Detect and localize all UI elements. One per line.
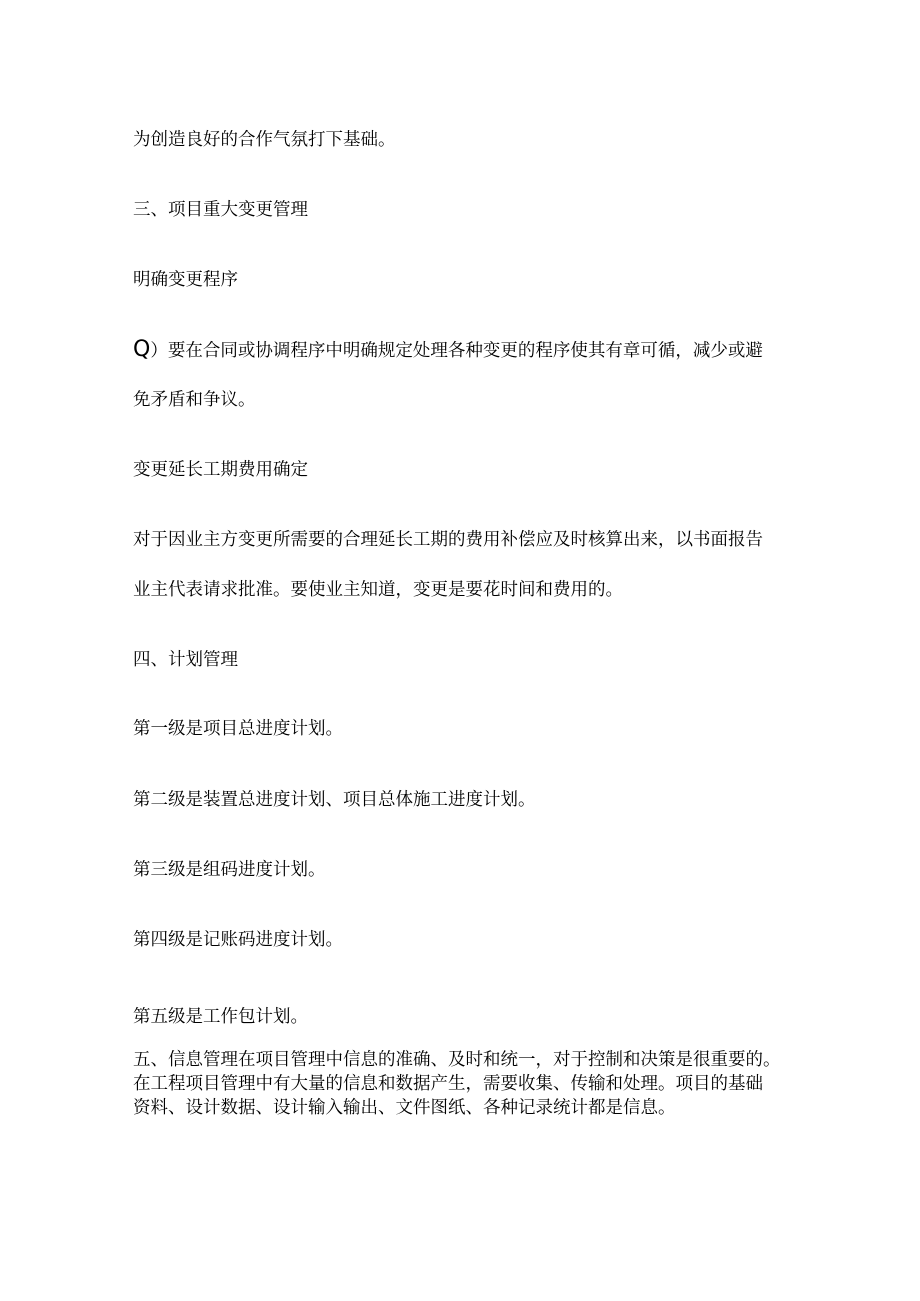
text-line: 业主代表请求批准。要使业主知道，变更是要花时间和费用的。 [133,580,623,600]
list-marker: Q [133,337,151,362]
section-heading-3: 三、项目重大变更管理 [133,200,308,220]
text-line: 第四级是记账码进度计划。 [133,930,343,950]
text-line: 第三级是组码进度计划。 [133,860,326,880]
text-line: 第五级是工作包计划。 [133,1007,308,1027]
subheading: 变更延长工期费用确定 [133,460,308,480]
text-span: ）要在合同或协调程序中明确规定处理各种变更的程序使其有章可循，减少或避 [150,341,763,361]
section-5-paragraph [133,1048,813,1120]
text-line: 五、信息管理在项目管理中信息的准确、及时和统一，对于控制和决策是很重要的。 [133,1050,781,1070]
text-line: 对于因业主方变更所需要的合理延长工期的费用补偿应及时核算出来，以书面报告 [133,530,763,550]
text-line: 在工程项目管理中有大量的信息和数据产生，需要收集、传输和处理。项目的基础 [133,1074,763,1094]
text-line: 为创造良好的合作气氛打下基础。 [133,130,396,150]
text-line: 免矛盾和争议。 [133,390,256,410]
text-line: 资料、设计数据、设计输入输出、文件图纸、各种记录统计都是信息。 [133,1098,676,1118]
text-line: 第二级是装置总进度计划、项目总体施工进度计划。 [133,790,536,810]
subheading: 明确变更程序 [133,270,238,290]
text-line: 第一级是项目总进度计划。 [133,719,343,739]
section-heading-4: 四、计划管理 [133,650,238,670]
text-line [133,339,763,362]
